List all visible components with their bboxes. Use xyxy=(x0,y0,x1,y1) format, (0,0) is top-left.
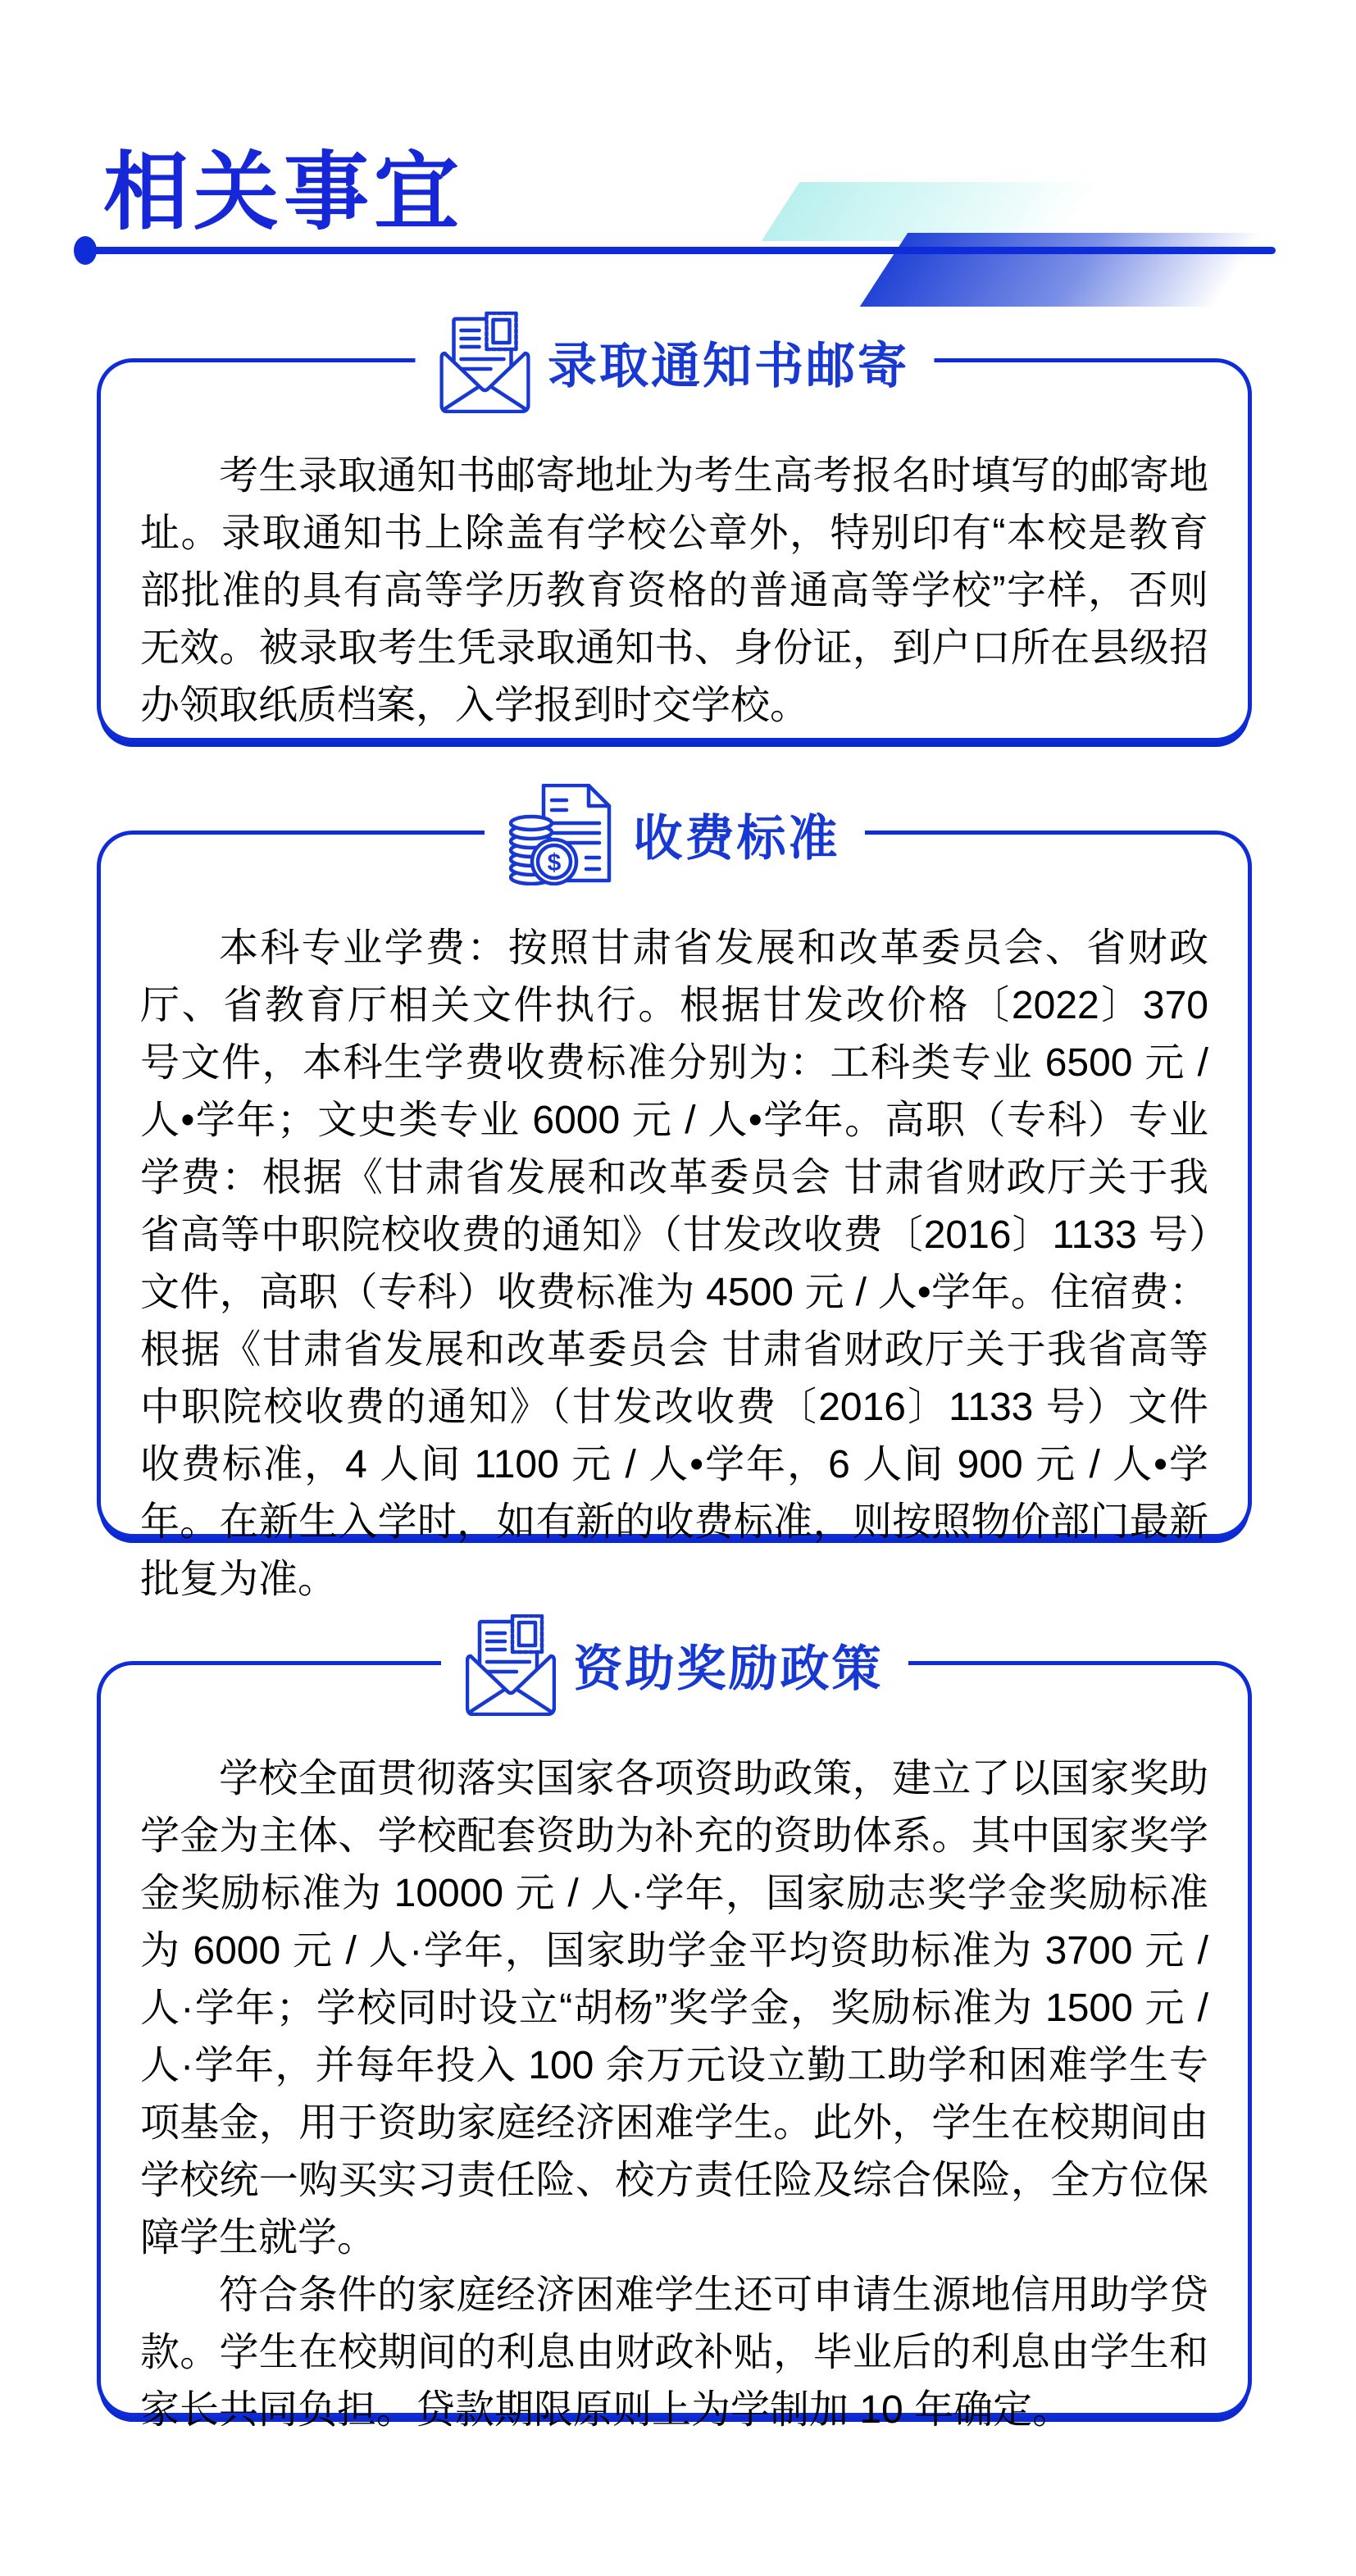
section-header xyxy=(485,784,865,885)
paragraph: 考生录取通知书邮寄地址为考生高考报名时填写的邮寄地址。录取通知书上除盖有学校公章外，特别印有“本校是教育部批准的具有高等学历教育资格的普通高等学校”字样，否则无效。被录取考生凭录取通知书、身份证，到户口所在县级招办领取纸质档案，入学报到时交学校。 xyxy=(140,454,1208,727)
section-admission-notice-mailing xyxy=(97,339,1252,742)
dollar-glyph: $ xyxy=(547,849,561,876)
section-title: 录取通知书邮寄 xyxy=(548,339,909,394)
section-body xyxy=(101,362,1248,735)
section-title: 资助奖励政策 xyxy=(573,1641,884,1696)
paragraph: 本科专业学费：按照甘肃省发展和改革委员会、省财政厅、省教育厅相关文件执行。根据甘发改价格〔2022〕370 号文件，本科生学费收费标准分别为：工科类专业 6500 元 / 人•学年；文史类专业 6000 元 / 人•学年。高职（专科）专业学费：根据《甘肃省发展和改革委员会 甘肃省财政厅关于我省高等中职院校收费的通知》（甘发改收费〔2016〕1133 号）文件，高职（专科）收费标准为 4500 元 / 人•学年。住宿费：根据《甘肃省发展和改革委员会 甘肃省财政厅关于我省高等中职院校收费的通知》（甘发改收费〔2016〕1133 号）文件收费标准，4 人间 1100 元 / 人•学年，6 人间 900 元 / 人•学年。在新生入学时，如有新的收费标准，则按照物价部门最新批复为准。 xyxy=(140,926,1208,1601)
envelope-letter-icon xyxy=(439,312,530,413)
section-header xyxy=(415,312,934,413)
paragraph: 学校全面贯彻落实国家各项资助政策，建立了以国家奖助学金为主体、学校配套资助为补充的资助体系。其中国家奖学金奖励标准为 10000 元 / 人·学年，国家励志奖学金奖励标准为 6000 元 / 人·学年，国家助学金平均资助标准为 3700 元 / 人·学年；学校同时设立“胡杨”奖学金，奖励标准为 1500 元 / 人·学年，并每年投入 100 余万元设立勤工助学和困难学生专项基金，用于资助家庭经济困难学生。此外，学生在校期间由学校统一购买实习责任险、校方责任险及综合保险，全方位保障学生就学。 xyxy=(140,1757,1208,2260)
section-fee-standards xyxy=(97,811,1252,1601)
title-underline xyxy=(87,247,1276,254)
section-aid-reward-policy xyxy=(97,1641,1252,2432)
receipt-coins-icon xyxy=(509,784,616,885)
section-body xyxy=(101,835,1248,1609)
deco-parallelogram-blue xyxy=(860,233,1262,307)
section-header xyxy=(441,1614,908,1716)
envelope-letter-icon xyxy=(466,1614,556,1716)
paragraph: 符合条件的家庭经济困难学生还可申请生源地信用助学贷款。学生在校期间的利息由财政补贴，毕业后的利息由学生和家长共同负担。贷款期限原则上为学制加 10 年确定。 xyxy=(140,2273,1208,2432)
section-title: 收费标准 xyxy=(633,811,840,866)
section-body xyxy=(101,1665,1248,2439)
page-title: 相关事宜 xyxy=(103,145,465,240)
title-underline-dot xyxy=(74,236,97,265)
